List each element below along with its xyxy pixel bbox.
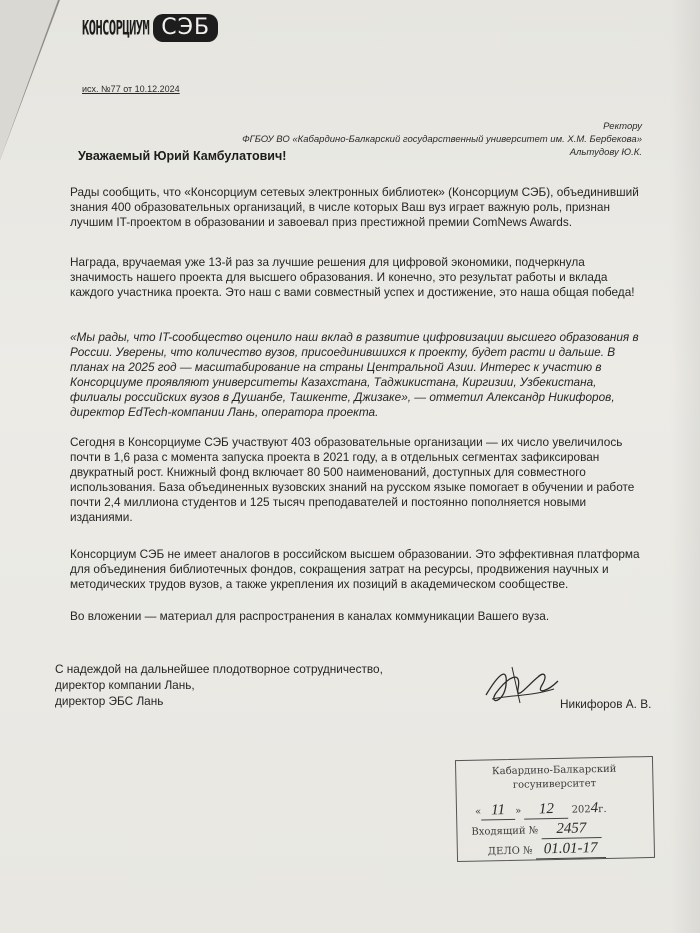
paragraph-award: Рады сообщить, что «Консорциум сетевых электронных библиотек» (Консорциум СЭБ), объединивший знания 400 образовательных организаций, в числе которых Ваш вуз играет важную роль, признан лучшим IT-проектом в образовании и завоевал приз престижной премии ComNews Awards. — [70, 185, 639, 229]
logo-left-text: КОНСОРЦИУМ — [82, 16, 150, 40]
logo-right-text: СЭБ — [153, 14, 218, 42]
closing-block — [55, 661, 383, 709]
closing-wishes: С надеждой на дальнейшее плодотворное сотрудничество, — [55, 662, 383, 676]
stamp-case — [488, 840, 606, 860]
outgoing-reference: исх. №77 от 10.12.2024 — [82, 84, 180, 94]
addressee-title: Ректору — [603, 121, 642, 132]
folded-corner — [0, 0, 58, 160]
signer-name: Никифоров А. В. — [560, 697, 652, 711]
addressee-block — [242, 120, 642, 159]
addressee-organization: ФГБОУ ВО «Кабардино-Балкарский государственный университет им. Х.М. Бербекова» — [242, 134, 642, 145]
paragraph-attachment: Во вложении — материал для распространения в каналах коммуникации Вашего вуза. — [70, 609, 550, 623]
stamp-year-suffix: 4 — [590, 800, 599, 817]
stamp-case-label: ДЕЛО № — [487, 845, 533, 858]
handwritten-signature — [478, 655, 568, 715]
salutation: Уважаемый Юрий Камбулатович! — [78, 149, 287, 163]
stamp-date: « 11 » 12 2024г. — [475, 800, 607, 821]
stamp-incoming-number: 2457 — [541, 820, 601, 839]
addressee-name: Альтудову Ю.К. — [569, 147, 642, 158]
registration-stamp — [455, 756, 655, 862]
closing-position-1: директор компании Лань, — [55, 678, 195, 692]
stamp-month: 12 — [524, 801, 568, 820]
closing-position-2: директор ЭБС Лань — [55, 694, 164, 708]
paragraph-statistics: Сегодня в Консорциуме СЭБ участвуют 403 образовательные организации — их число увеличилось почти в 1,6 раза с момента запуска проекта в 2021 году, а в отдельных сегментах зафиксирован двукратный рост. Книжный фонд включает 80 500 наименований, доступных для совместного использования. База объединенных вузовских знаний на русском языке помогает в обучении и работе почти 2,4 миллиона студентов и 125 тысяч преподавателей и постоянно пополняется новыми изданиями. — [70, 435, 635, 524]
page-edge-shadow — [670, 0, 700, 933]
stamp-year-label: г. — [598, 803, 607, 816]
consortium-logo — [82, 14, 218, 42]
stamp-incoming — [471, 820, 601, 841]
stamp-organization: Кабардино-Балкарский — [491, 763, 617, 778]
stamp-year-prefix: 202 — [571, 804, 591, 816]
paragraph-significance: Награда, вручаемая уже 13-й раз за лучшие решения для цифровой экономики, подчеркнула значимость нашего проекта для высшего образования. И конечно, это результат работы и вклада каждого участника проекта. Это наш с вами совместный успех и достижение, это наша общая победа! — [70, 255, 635, 299]
paragraph-quote: «Мы рады, что IT-сообщество оценило наш вклад в развитие цифровизации высшего образования в России. Уверены, что количество вузов, присоединившихся к проекту, будет расти и дальше. В планах на 2025 год — масштабирование на страны Центральной Азии. Интерес к участию в Консорциуме проявляют университеты Казахстана, Таджикистана, Киргизии, Узбекистана, филиалы российских вузов в Душанбе, Ташкенте, Джизаке», — отметил Александр Никифоров, директор EdTech-компании Лань, оператора проекта. — [70, 330, 639, 419]
stamp-incoming-label: Входящий № — [471, 825, 539, 838]
stamp-day: 11 — [481, 802, 515, 821]
paragraph-platform: Консорциум СЭБ не имеет аналогов в российском высшем образовании. Это эффективная платформа для объединения библиотечных фондов, сокращения затрат на ресурсы, продвижения научных и методических трудов вузов, а также укрепления их позиций в академическом сообществе. — [70, 547, 640, 591]
stamp-case-number: 01.01-17 — [535, 840, 605, 859]
stamp-organization-type: госуниверситет — [512, 778, 597, 791]
